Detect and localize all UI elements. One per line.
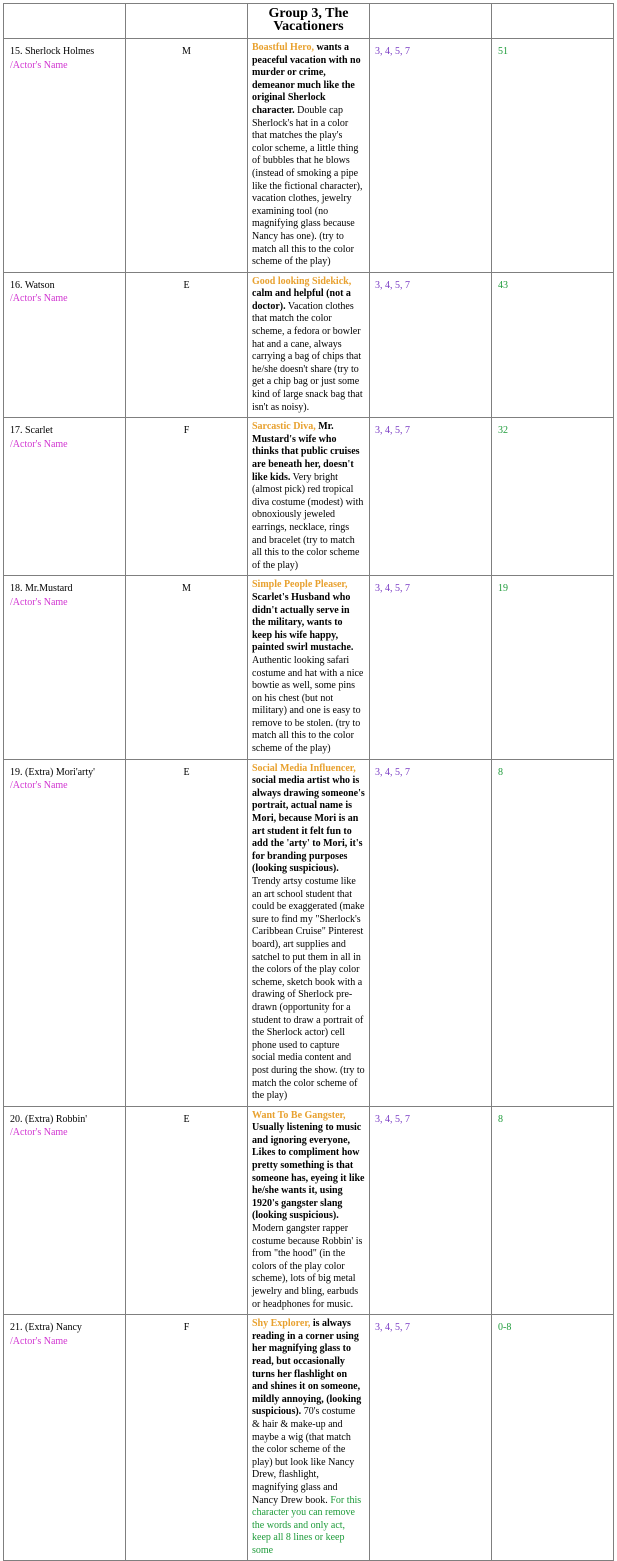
character-name: 21. (Extra) Nancy <box>10 1322 82 1334</box>
role-title: Good looking Sidekick, <box>252 275 352 287</box>
line-count-cell <box>492 39 614 273</box>
group-title: Group 3, The Vacationers <box>248 4 370 39</box>
line-count-cell <box>492 418 614 576</box>
scenes-cell <box>370 39 492 273</box>
actor-name: /Actor's Name <box>10 293 68 305</box>
scenes-cell <box>370 418 492 576</box>
line-count-cell <box>492 576 614 759</box>
cast-table <box>3 3 614 1561</box>
costume-description: Modern gangster rapper costume because Robbin' is from "the hood" (in the colors of the play color scheme), lots of big metal jewelry and bling, earbuds or headphones for music. <box>252 1223 363 1310</box>
gender-code: M <box>182 46 191 57</box>
actor-name: /Actor's Name <box>10 59 68 71</box>
character-name: 19. (Extra) Mori'arty' <box>10 766 95 778</box>
scenes-cell <box>370 1315 492 1561</box>
gender-cell <box>126 1106 248 1315</box>
table-row <box>4 759 614 1106</box>
character-cell <box>4 272 126 418</box>
description-cell <box>248 272 370 418</box>
actor-name: /Actor's Name <box>10 438 68 450</box>
description-cell <box>248 759 370 1106</box>
line-count-cell <box>492 759 614 1106</box>
scene-numbers: 3, 4, 5, 7 <box>375 425 410 437</box>
actor-name: /Actor's Name <box>10 596 68 608</box>
description-cell <box>248 418 370 576</box>
character-name: 17. Scarlet <box>10 425 53 437</box>
description-cell <box>248 576 370 759</box>
table-row <box>4 1315 614 1561</box>
character-trait: social media artist who is always drawing someone's portrait, actual name is Mori, because Mori is an art student it felt fun to add the 'arty' to Mori, it's for branding purposes (looking suspicious). <box>252 775 365 875</box>
scenes-cell <box>370 272 492 418</box>
role-title: Boastful Hero, <box>252 42 315 53</box>
role-title: Sarcastic Diva, <box>252 421 316 433</box>
table-row <box>4 418 614 576</box>
character-cell <box>4 1315 126 1561</box>
line-count-cell <box>492 272 614 418</box>
scenes-cell <box>370 1106 492 1315</box>
role-title: Simple People Pleaser, <box>252 579 348 591</box>
scene-numbers: 3, 4, 5, 7 <box>375 583 410 595</box>
title-row <box>4 4 614 39</box>
character-trait: is always reading in a corner using her magnifying glass to read, but occasionally turns her flashlight on and shines it on someone, mildly annoying, (looking suspicious). <box>252 1318 362 1418</box>
title-blank-cell <box>370 4 492 39</box>
role-title: Social Media Influencer, <box>252 762 356 774</box>
character-trait: Scarlet's Husband who didn't actually serve in the military, wants to keep his wife happy, painted swirl mustache. <box>252 591 354 654</box>
line-count: 51 <box>498 46 508 57</box>
actor-name: /Actor's Name <box>10 1127 68 1139</box>
gender-cell <box>126 272 248 418</box>
gender-code: E <box>183 279 190 291</box>
character-trait: calm and helpful (not a doctor). <box>252 288 351 312</box>
costume-description: Double cap Sherlock's hat in a color that matches the play's color scheme, a little thing of bubbles that he blows (instead of smoking a pipe like the fictional character), vacation clothes, jewelry examining tool (no magnifying glass because Nancy has one). (try to match all this to the color scheme of the play) <box>252 104 363 268</box>
scene-numbers: 3, 4, 5, 7 <box>375 279 410 291</box>
character-cell <box>4 759 126 1106</box>
costume-description: Authentic looking safari costume and hat with a nice bowtie as well, some pins on his chest (but not military) and one is easy to remove to be stolen. (try to match all this to the color scheme of the play) <box>252 654 364 755</box>
role-title: Shy Explorer, <box>252 1318 311 1330</box>
gender-cell <box>126 418 248 576</box>
table-row <box>4 272 614 418</box>
character-name: 16. Watson <box>10 279 55 291</box>
table-row <box>4 576 614 759</box>
character-note: For this character you can remove the words and only act, keep all 8 lines or keep some <box>252 1494 362 1556</box>
table-row <box>4 1106 614 1315</box>
table-row <box>4 39 614 273</box>
title-blank-cell <box>492 4 614 39</box>
actor-name: /Actor's Name <box>10 1335 68 1347</box>
gender-code: F <box>183 1322 190 1334</box>
character-trait: Usually listening to music and ignoring everyone, Likes to compliment how pretty something is that someone has, eyeing it like he/she wants it, using 1920's gangster slang (looking suspicious). <box>252 1122 365 1222</box>
gender-code: F <box>183 425 190 437</box>
gender-code: M <box>182 583 191 595</box>
line-count-cell <box>492 1106 614 1315</box>
character-cell <box>4 576 126 759</box>
scenes-cell <box>370 576 492 759</box>
character-trait: Mr. Mustard's wife who thinks that public cruises are beneath her, doesn't like kids. <box>252 421 360 483</box>
character-cell <box>4 1106 126 1315</box>
character-trait: wants a peaceful vacation with no murder or crime, demeanor much like the original Sherlock character. <box>252 42 361 116</box>
scene-numbers: 3, 4, 5, 7 <box>375 766 410 778</box>
gender-cell <box>126 576 248 759</box>
scene-numbers: 3, 4, 5, 7 <box>375 46 410 57</box>
line-count-cell <box>492 1315 614 1561</box>
gender-cell <box>126 759 248 1106</box>
description-cell <box>248 1315 370 1561</box>
gender-code: E <box>183 766 190 778</box>
line-count: 43 <box>498 279 508 291</box>
title-blank-cell <box>126 4 248 39</box>
actor-name: /Actor's Name <box>10 780 68 792</box>
cast-table-body <box>4 4 614 1561</box>
costume-description: Vacation clothes that match the color scheme, a fedora or bowler hat and a cane, always carrying a bag of chips that he/she doesn't share (try to get a chip bag or just some kind of large snack bag that isn't as noisy). <box>252 300 363 413</box>
gender-cell <box>126 1315 248 1561</box>
line-count: 0-8 <box>498 1322 512 1334</box>
costume-description: Very bright (almost pick) red tropical diva costume (modest) with obnoxiously jeweled earrings, necklace, rings and bracelet (try to match all this to the color scheme of the play) <box>252 471 364 571</box>
gender-cell <box>126 39 248 273</box>
line-count: 19 <box>498 583 508 595</box>
character-name: 20. (Extra) Robbin' <box>10 1113 88 1125</box>
scene-numbers: 3, 4, 5, 7 <box>375 1322 410 1334</box>
costume-description: 70's costume & hair & make-up and maybe a wig (that match the color scheme of the play) but look like Nancy Drew, flashlight, magnifying glass and Nancy Drew book. <box>252 1406 356 1506</box>
gender-code: E <box>183 1113 190 1125</box>
description-cell <box>248 1106 370 1315</box>
character-name: 15. Sherlock Holmes <box>10 46 95 57</box>
character-cell <box>4 39 126 273</box>
scene-numbers: 3, 4, 5, 7 <box>375 1113 410 1125</box>
line-count: 8 <box>498 766 503 778</box>
line-count: 8 <box>498 1113 503 1125</box>
role-title: Want To Be Gangster, <box>252 1109 346 1121</box>
line-count: 32 <box>498 425 508 437</box>
description-cell <box>248 39 370 273</box>
costume-description: Trendy artsy costume like an art school student that could be exaggerated (make sure to find my "Sherlock's Caribbean Cruise" Pinterest board), art supplies and satchel to put them in all in the colors of the play color scheme, sketch book with a drawing of Sherlock pre-drawn (opportunity for a student to draw a portrait of the Sherlock actor) cell phone used to capture social media content and post during the show. (try to match the color scheme of the play) <box>252 876 365 1102</box>
character-name: 18. Mr.Mustard <box>10 583 73 595</box>
scenes-cell <box>370 759 492 1106</box>
character-cell <box>4 418 126 576</box>
title-blank-cell <box>4 4 126 39</box>
